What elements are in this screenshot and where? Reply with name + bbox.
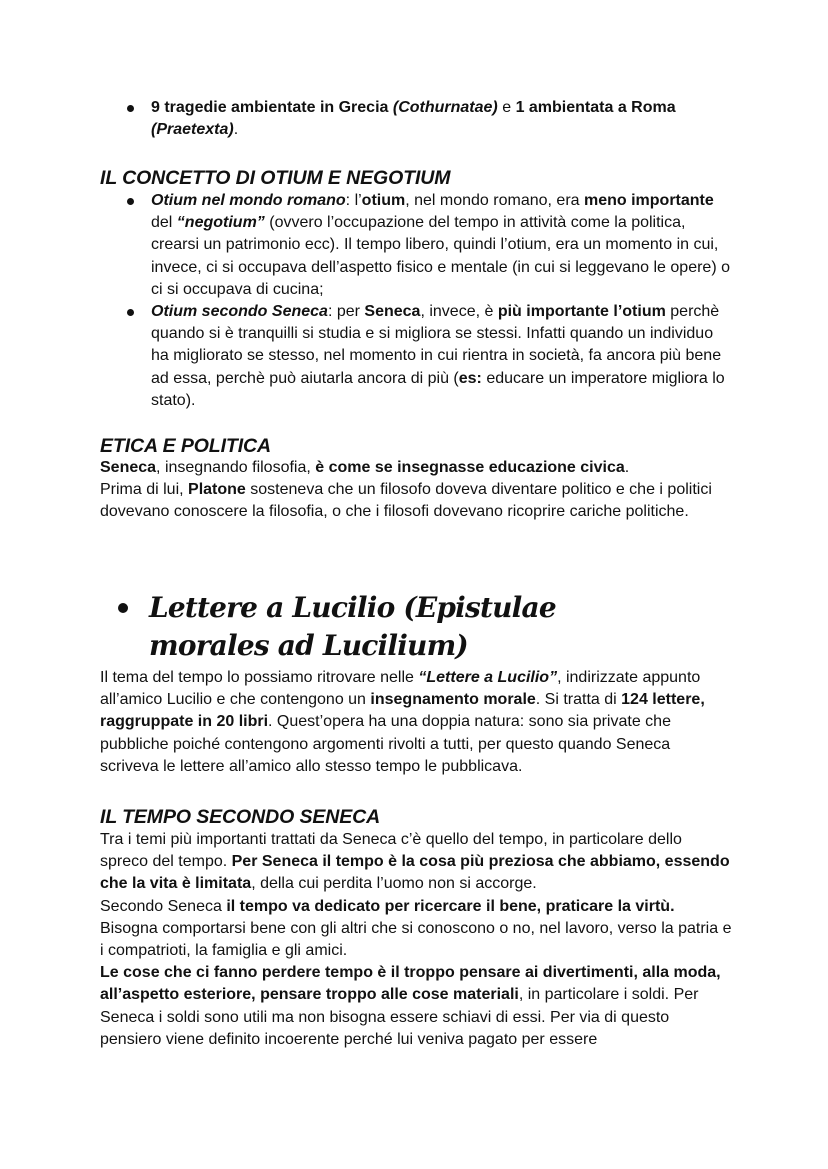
- body-text: educare un imperatore migliora lo stato).: [151, 369, 725, 409]
- body-text: .: [233, 121, 239, 139]
- tragedie-list: [100, 97, 732, 141]
- body-text: : per: [327, 303, 365, 321]
- body-text: , in particolare i soldi. Per Seneca i soldi sono utili ma non bisogna essere schiavi di essi. Per via di questo pensiero viene definito incoerente perché lui veniva pagato per essere: [100, 986, 699, 1048]
- list-item: [100, 301, 732, 412]
- body-text: , della cui perdita l’uomo non si accorge.: [251, 875, 537, 893]
- section-heading-otium: IL CONCETTO DI OTIUM E NEGOTIUM: [100, 167, 451, 189]
- bold-text: otium: [361, 192, 406, 209]
- body-text: , indirizzate appunto all’amico Lucilio e che contengono un: [100, 669, 701, 709]
- body-text: Il tema del tempo lo possiamo ritrovare nelle: [100, 669, 419, 686]
- body-text: , nel mondo romano, era: [405, 192, 584, 209]
- body-text: Secondo Seneca: [100, 897, 227, 915]
- body-text: e: [497, 99, 516, 116]
- bold-italic-text: (Cothurnatae): [392, 99, 498, 116]
- bold-text: il tempo va dedicato per ricercare il bene, praticare la virtù.: [226, 897, 675, 915]
- body-text: . Quest’opera ha una doppia natura: sono sia private che pubbliche poiché contengono argomenti rivolti a tutti, per questo quando Seneca scriveva le lettere all’amico allo stesso tempo le pubblicava.: [100, 713, 671, 775]
- section-heading-tempo: IL TEMPO SECONDO SENECA: [100, 806, 381, 828]
- bold-italic-text: (Praetexta): [151, 121, 234, 139]
- paragraph: [100, 962, 732, 1051]
- bold-text: Seneca: [100, 459, 157, 476]
- item-label: Otium nel mondo romano: [151, 192, 346, 209]
- paragraph: [100, 457, 732, 479]
- body-text: perchè quando si è tranquilli si studia e si migliora se stessi. Infatti quando un individuo ha migliorato se stesso, nel momento in cui rientra in società, fa ancora più bene ad essa, perchè può aiutarla ancora di più (: [151, 303, 722, 387]
- paragraph: [100, 896, 732, 963]
- body-text: . Si tratta di: [535, 691, 622, 709]
- body-text: Tra i temi più importanti trattati da Seneca c’è quello del tempo, in particolare dello spreco del tempo.: [100, 831, 682, 871]
- bold-text: insegnamento morale: [370, 691, 536, 709]
- etica-body: [100, 457, 732, 524]
- bold-text: es:: [458, 369, 482, 387]
- paragraph: [100, 667, 732, 778]
- paragraph: [100, 479, 732, 523]
- otium-list: [100, 190, 732, 412]
- paragraph: [100, 829, 732, 896]
- bold-text: Seneca: [364, 303, 421, 321]
- tempo-body: [100, 829, 732, 1051]
- bold-text: meno importante: [583, 192, 714, 209]
- bold-text: 9 tragedie ambientate in Grecia: [151, 99, 393, 116]
- bold-text: Le cose che ci fanno perdere tempo è il troppo pensare ai divertimenti, alla moda, all’aspetto esteriore, pensare troppo alle cose materiali: [100, 964, 721, 1004]
- list-item: [100, 97, 732, 141]
- list-item: [100, 190, 732, 301]
- body-text: : l’: [345, 192, 362, 209]
- body-text: Bisogna comportarsi bene con gli altri che si conoscono o no, nel lavoro, verso la patria e i compatrioti, la famiglia e gli amici.: [100, 919, 732, 960]
- item-label: Otium secondo Seneca: [151, 303, 328, 321]
- bold-text: 1 ambientata a Roma: [515, 99, 676, 116]
- body-text: sosteneva che un filosofo doveva diventare politico e che i politici dovevano conoscere la filosofia, o che i filosofi dovevano ricoprire cariche politiche.: [100, 481, 712, 521]
- bold-text: più importante l’otium: [497, 303, 666, 321]
- bold-text: 124 lettere, raggruppate in 20 libri: [100, 691, 705, 731]
- body-text: , insegnando filosofia,: [156, 459, 316, 476]
- lettere-body: [100, 667, 732, 778]
- bullet-icon: [118, 603, 128, 613]
- bold-text: Platone: [188, 481, 246, 499]
- bold-text: è come se insegnasse educazione civica: [315, 459, 625, 476]
- bold-italic-text: “Lettere a Lucilio”: [418, 669, 558, 686]
- body-text: Prima di lui,: [100, 481, 189, 499]
- bold-italic-text: “negotium”: [176, 214, 265, 232]
- body-text: del: [151, 214, 177, 232]
- body-text: , invece, è: [420, 303, 498, 321]
- section-heading-etica: ETICA E POLITICA: [100, 435, 272, 457]
- body-text: (ovvero l’occupazione del tempo in attività come la politica, crearsi un patrimonio ecc). Il tempo libero, quindi l’otium, era un momento in cui, invece, ci si occupava dell’aspetto fisico e mentale (in cui si leggevano le opere) o ci si occupava di cucina;: [151, 214, 730, 298]
- bold-text: Per Seneca il tempo è la cosa più preziosa che abbiamo, essendo che la vita è limitata: [100, 853, 730, 893]
- body-text: .: [624, 459, 630, 476]
- section-heading-lettere: Lettere a Lucilio (Epistulae morales ad Lucilium): [149, 591, 556, 662]
- lettere-heading-block: [118, 589, 678, 665]
